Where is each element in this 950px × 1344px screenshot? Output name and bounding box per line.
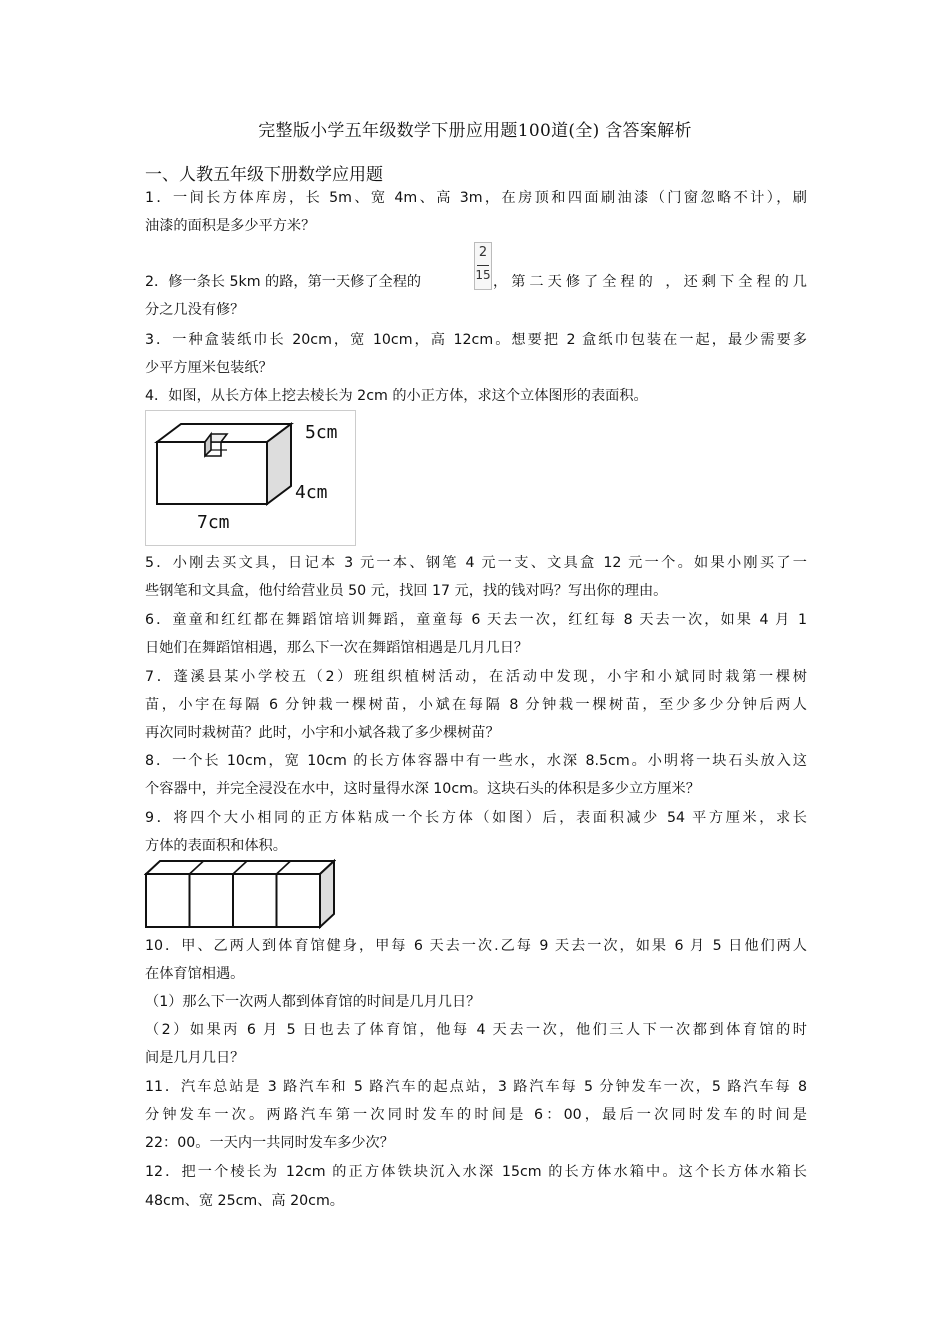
question-1-line-1: 1．一间长方体库房，长 5m、宽 4m、高 3m，在房顶和四面刷油漆（门窗忽略不计），刷	[145, 190, 807, 206]
question-5-line-1: 5．小刚去买文具，日记本 3 元一本、钢笔 4 元一支、文具盒 12 元一个。如果小刚买了一	[145, 555, 807, 571]
question-8-line-1: 8．一个长 10cm，宽 10cm 的长方体容器中有一些水，水深 8.5cm。小明将一块石头放入这	[145, 753, 807, 769]
question-3-line-2: 少平方厘米包装纸？	[145, 360, 273, 376]
question-10-line-2: 在体育馆相遇。	[145, 966, 245, 982]
question-11-line-3: 22：00。一天内一共同时发车多少次？	[145, 1135, 394, 1151]
question-9-line-2: 方体的表面积和体积。	[145, 838, 287, 854]
question-12-line-1: 12．把一个棱长为 12cm 的正方体铁块沉入水深 15cm 的长方体水箱中。这个长方体水箱长	[145, 1164, 807, 1180]
question-10-line-1: 10．甲、乙两人到体育馆健身，甲每 6 天去一次.乙每 9 天去一次，如果 6 月 5 日他们两人	[145, 938, 807, 954]
question-11-line-2: 分钟发车一次。两路汽车第一次同时发车的时间是 6：00，最后一次同时发车的时间是	[145, 1107, 807, 1123]
question-9-line-1: 9．将四个大小相同的正方体粘成一个长方体（如图）后，表面积减少 54 平方厘米，求长	[145, 810, 807, 826]
section-heading: 一、人教五年级下册数学应用题	[145, 165, 383, 185]
question-2-line-1-post: ，第二天修了全程的 ，还剩下全程的几	[493, 274, 807, 290]
fraction-image	[474, 242, 492, 290]
question-1-line-2: 油漆的面积是多少平方米？	[145, 218, 316, 234]
fraction-bar	[477, 265, 489, 266]
question-5-line-2: 些钢笔和文具盒，他付给营业员 50 元，找回 17 元，找的钱对吗？写出你的理由。	[145, 583, 668, 599]
question-11-line-1: 11．汽车总站是 3 路汽车和 5 路汽车的起点站，3 路汽车每 5 分钟发车一次，5 路汽车每 8	[145, 1079, 807, 1095]
figure-four-cubes	[144, 858, 336, 930]
question-2-line-2: 分之几没有修？	[145, 302, 245, 318]
figure-cuboid-with-cutout	[145, 410, 357, 546]
question-12-line-2: 48cm、宽 25cm、高 20cm。	[145, 1193, 344, 1209]
cubes-side-face	[320, 861, 334, 927]
document-title: 完整版小学五年级数学下册应用题100道(全) 含答案解析	[258, 121, 692, 141]
question-7-line-2: 苗，小宇在每隔 6 分钟栽一棵树苗，小斌在每隔 8 分钟栽一棵树苗，至少多少分钟后两人	[145, 697, 807, 713]
question-10-part-1: （1）那么下一次两人都到体育馆的时间是几月几日？	[145, 994, 481, 1010]
label-7cm: 7cm	[197, 512, 230, 533]
question-3-line-1: 3．一种盒装纸巾长 20cm，宽 10cm，高 12cm。想要把 2 盒纸巾包装在一起，最少需要多	[145, 332, 807, 348]
question-6-line-1: 6．童童和红红都在舞蹈馆培训舞蹈，童童每 6 天去一次，红红每 8 天去一次，如果 4 月 1	[145, 612, 807, 628]
label-5cm: 5cm	[305, 422, 338, 443]
question-6-line-2: 日她们在舞蹈馆相遇，那么下一次在舞蹈馆相遇是几月几日？	[145, 640, 529, 656]
fraction-denominator: 15	[475, 268, 491, 282]
label-4cm: 4cm	[295, 482, 328, 503]
question-7-line-3: 再次同时栽树苗？此时，小宇和小斌各栽了多少棵树苗？	[145, 725, 500, 741]
question-10-part-2-line-2: 间是几月几日？	[145, 1050, 245, 1066]
question-2-line-1-pre: 2．修一条长 5km 的路，第一天修了全程的	[145, 274, 422, 290]
question-10-part-2-line-1: （2）如果丙 6 月 5 日也去了体育馆，他每 4 天去一次，他们三人下一次都到体育馆的时	[145, 1022, 807, 1038]
question-7-line-1: 7．蓬溪县某小学校五（2）班组织植树活动，在活动中发现，小宇和小斌同时栽第一棵树	[145, 669, 807, 685]
question-4: 4．如图，从长方体上挖去棱长为 2cm 的小正方体，求这个立体图形的表面积。	[145, 388, 648, 404]
question-8-line-2: 个容器中，并完全浸没在水中，这时量得水深 10cm。这块石头的体积是多少立方厘米？	[145, 781, 700, 797]
fraction-numerator: 2	[478, 245, 488, 260]
